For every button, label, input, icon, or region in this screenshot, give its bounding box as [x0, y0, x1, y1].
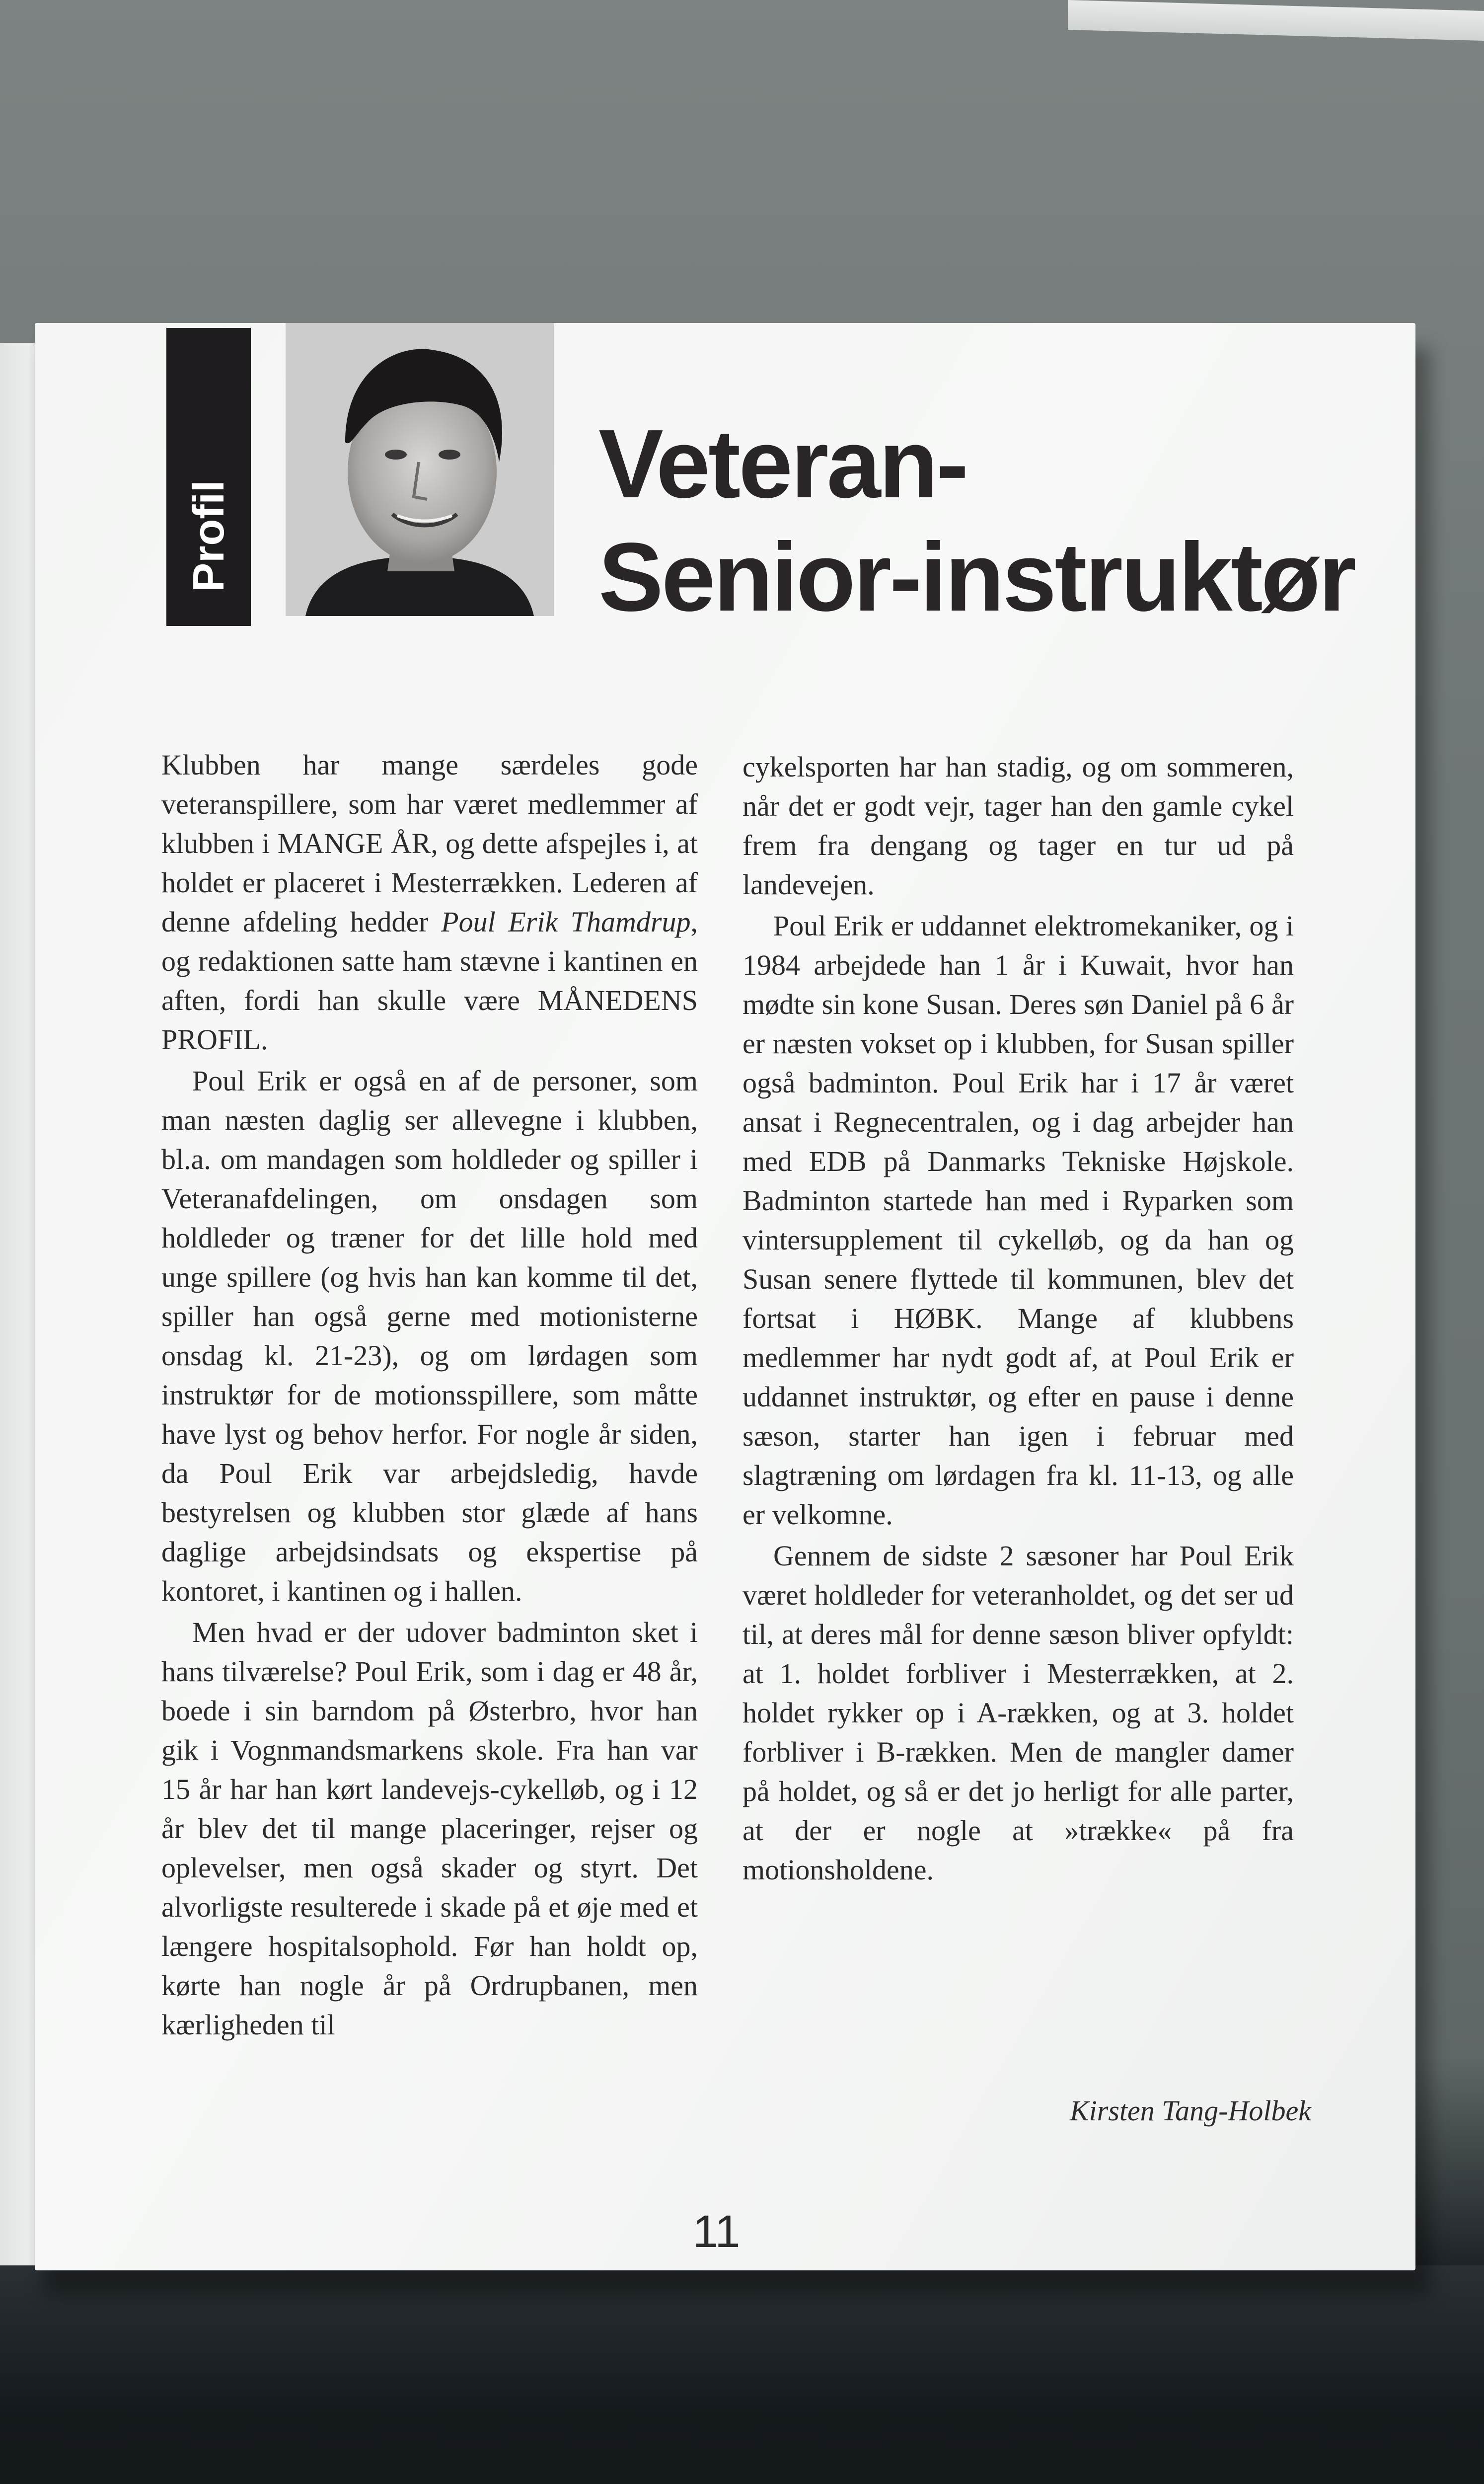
paragraph: Gennem de sidste 2 sæsoner har Poul Erik været holdleder for veteranholdet, og det ser ud til, at deres mål for denne sæson bliver opfyldt: at 1. holdet forbliver i Mesterrækken, at 2. holdet rykker op i A-rækken, og at 3. holdet forbliver i B-rækken. Men de mangler damer på holdet, og så er det jo herligt for alle parter, at der er nogle at »trække« på fra motionsholdene. [742, 1540, 1294, 1886]
article-title [598, 407, 1354, 634]
section-label: Profil [184, 480, 233, 592]
portrait-photo [286, 323, 554, 616]
title-line-1: Veteran- [598, 409, 967, 518]
article-column-right [742, 747, 1294, 1891]
page-number: 11 [693, 2206, 741, 2257]
paragraph [161, 745, 698, 1059]
paragraph: Poul Erik er også en af de personer, som man næsten daglig ser allevegne i klubben, bl.a. om mandagen som holdleder og spiller i Veteranafdelingen, om onsdagen som holdleder og træner for det lille hold med unge spillere (og hvis han kan komme til det, spiller han også gerne med motionisterne onsdag kl. 21-23), og om lørdagen som instruktør for de motionsspillere, som måtte have lyst og behov herfor. For nogle år siden, da Poul Erik var arbejdsledig, havde bestyrelsen og klubben stor glæde af hans daglige arbejdsindsats og ekspertise på kontoret, i kantinen og i hallen. [161, 1065, 698, 1607]
article-column-left [161, 745, 698, 2046]
person-name: Poul Erik Thamdrup [441, 906, 691, 938]
paragraph: Poul Erik er uddannet elektromekaniker, og i 1984 arbejdede han 1 år i Kuwait, hvor han mødte sin kone Susan. Deres søn Daniel på 6 år er næsten vokset op i klubben, for Susan spiller også badminton. Poul Erik har i 17 år været ansat i Regnecentralen, og i dag arbejder han med EDB på Danmarks Tekniske Højskole. Badminton startede han med i Ryparken som vintersupplement til cykelløb, og da han og Susan senere flyttede til kommunen, blev det fortsat i HØBK. Mange af klubbens medlemmer har nydt godt af, at Poul Erik er uddannet instruktør, og efter en pause i denne sæson, starter han igen i februar med slagtræning om lørdagen fra kl. 11-13, og alle er velkomne. [742, 910, 1294, 1531]
table-surface [0, 2265, 1484, 2484]
text-segment: Klubben har mange særdeles gode veteranspillere, som har været medlemmer af klubben i MANGE ÅR, og dette afspejles i, at holdet er placeret i Mesterrækken. Lederen af denne afdeling hedder [161, 749, 698, 938]
author-byline: Kirsten Tang-Holbek [1069, 2095, 1311, 2127]
background-paper-edge [1068, 0, 1484, 41]
paragraph: Men hvad er der udover badminton sket i hans tilværelse? Poul Erik, som i dag er 48 år, boede i sin barndom på Østerbro, hvor han gik i Vognmandsmarkens skole. Fra han var 15 år har han kørt landevejs-cykelløb, og i 12 år blev det til mange placeringer, rejser og oplevelser, men også skader og styrt. Det alvorligste resulterede i skade på et øje med et længere hospitalsophold. Før han holdt op, kørte han nogle år på Ordrupbanen, men kærligheden til [161, 1616, 698, 2041]
portrait-photo-icon [286, 323, 554, 616]
title-line-2: Senior-instruktør [598, 523, 1354, 631]
paragraph: cykelsporten har han stadig, og om sommeren, når det er godt vejr, tager han den gamle cykel frem fra dengang og tager en tur ud på landevejen. [742, 751, 1294, 901]
section-label-bar [166, 328, 251, 626]
text-segment: , og redaktionen satte ham stævne i kantinen en aften, fordi han skulle være MÅNEDENS PROFIL. [161, 906, 698, 1056]
